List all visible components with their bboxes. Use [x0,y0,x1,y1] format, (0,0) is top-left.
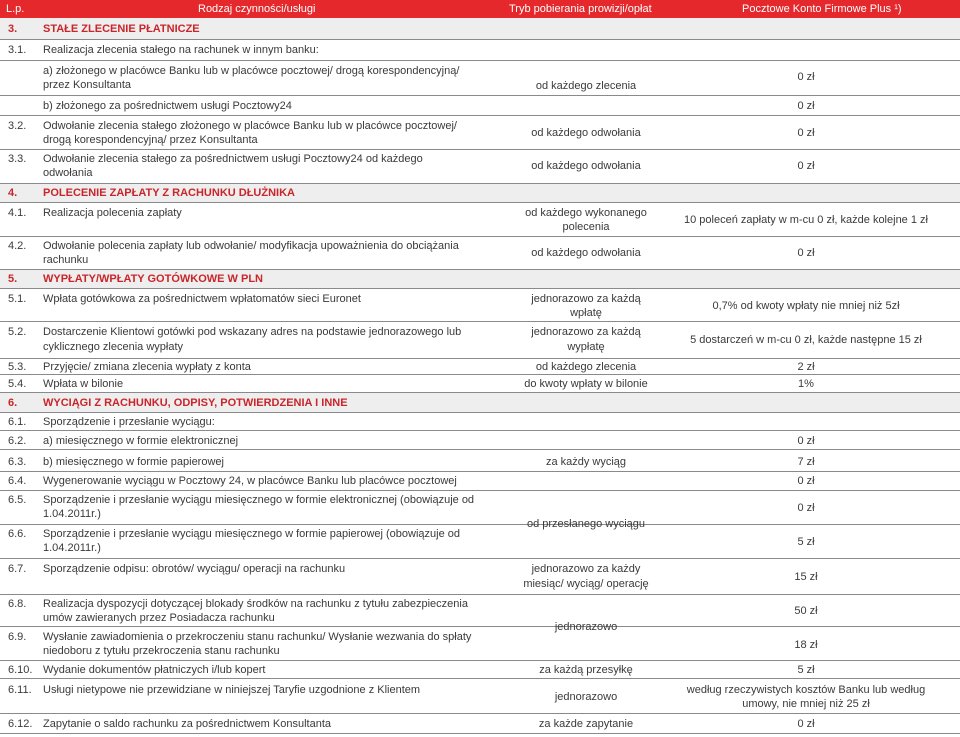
row-description: Wpłata gotówkowa za pośrednictwem wpłatomatów sieci Euronet [43,293,361,305]
section-row-6 [0,393,960,413]
fee-value: 0 zł [797,247,815,259]
row-description-line1: Odwołanie polecenia zapłaty lub odwołanie/ modyfikacja upoważnienia do obciążania [43,240,459,252]
row-description-line1: Sporządzenie i przesłanie wyciągu miesięcznego w formie papierowej (obowiązuje od [43,528,460,540]
row-description: Wygenerowanie wyciągu w Pocztowy 24, w placówce Banku lub placówce pocztowej [43,475,457,487]
table-row-3-3 [0,150,960,184]
row-number: 6.8. [8,598,27,610]
row-description: Przyjęcie/ zmiana zlecenia wypłaty z konta [43,361,251,373]
fee-mode-line1: jednorazowo za każdą [531,326,641,338]
row-number: 6. [8,397,18,409]
fee-value: 5 zł [797,536,815,548]
table-row-4-1 [0,203,960,237]
row-number: 6.12. [8,718,33,730]
table-row-3-1-b [0,96,960,116]
row-number: 5.1. [8,293,27,305]
table-row-5-3 [0,359,960,375]
table-row-6-10 [0,661,960,679]
row-description-line1: Dostarczenie Klientowi gotówki pod wskazany adres na podstawie jednorazowego lub [43,326,462,338]
row-number: 4. [8,187,18,199]
row-number: 6.9. [8,631,27,643]
fee-value-line2: umowy, nie mniej niż 25 zł [742,698,870,710]
row-description: Realizacja polecenia zapłaty [43,207,182,219]
fee-mode: od każdego odwołania [531,127,641,139]
fee-mode-line1: od każdego wykonanego [525,207,647,219]
row-number: 5. [8,273,18,285]
fee-value: 0 zł [797,100,815,112]
row-description: b) miesięcznego w formie papierowej [43,456,224,468]
fee-mode: od każdego zlecenia [535,80,637,92]
fee-mode-line1: jednorazowo za każdy [531,563,641,575]
fee-value: 7 zł [797,456,815,468]
section-row-4 [0,184,960,203]
fee-mode: od każdego zlecenia [535,361,637,373]
header-rodzaj: Rodzaj czynności/usługi [198,3,316,15]
row-number: 6.2. [8,435,27,447]
row-description-line1: a) złożonego w placówce Banku lub w placówce pocztowej/ drogą korespondencyjną/ [43,65,460,77]
section-title: STAŁE ZLECENIE PŁATNICZE [43,23,200,35]
row-number: 6.11. [8,684,32,696]
row-number: 6.7. [8,563,27,575]
section-row-3 [0,18,960,40]
fee-value: 50 zł [794,605,818,617]
header-tryb: Tryb pobierania prowizji/opłat [509,3,652,15]
row-description: a) miesięcznego w formie elektronicznej [43,435,239,447]
row-number: 4.1. [8,207,27,219]
header-konto: Pocztowe Konto Firmowe Plus ¹) [742,3,902,15]
row-description-line2: 1.04.2011r.) [43,508,101,520]
table-row-3-2 [0,116,960,150]
row-description: Zapytanie o saldo rachunku za pośrednictwem Konsultanta [43,718,332,730]
fee-value: 0 zł [797,718,815,730]
row-description-line1: Odwołanie zlecenia stałego za pośrednictwem usługi Pocztowy24 od każdego [43,153,423,165]
row-number: 5.4. [8,378,27,390]
fee-mode-line2: miesiąc/ wyciąg/ operację [523,578,649,590]
fee-mode: za każdy wyciąg [545,456,627,468]
row-description-line2: umów zawieranych przez Posiadacza rachunku [43,612,275,624]
fee-value: 0 zł [797,475,815,487]
fee-value: 5 zł [797,664,815,676]
row-number: 6.10. [8,664,33,676]
row-number: 6.6. [8,528,27,540]
table-row-5-1 [0,289,960,322]
fee-value: 18 zł [794,639,818,651]
fee-mode: od każdego odwołania [531,160,641,172]
table-row-6-1 [0,413,960,431]
row-number: 6.3. [8,456,27,468]
fee-value: 0 zł [797,502,815,514]
row-description-line1: Realizacja dyspozycji dotyczącej blokady środków na rachunku z tytułu zabezpieczenia [43,598,468,610]
table-row-3-1-a [0,61,960,96]
fee-mode: za każde zapytanie [538,718,634,730]
fee-mode-line1: jednorazowo za każdą [531,293,641,305]
section-title: WYCIĄGI Z RACHUNKU, ODPISY, POTWIERDZENIA I INNE [43,397,348,409]
fee-mode-line2: wypłatę [567,341,605,353]
table-row-3-1 [0,40,960,61]
fee-value: 0 zł [797,160,815,172]
row-description-line2: drogą korespondencyjną/ przez Konsultanta [43,134,258,146]
fee-value: 0 zł [797,435,815,447]
fee-mode: jednorazowo [554,691,618,703]
row-description: Sporządzenie i przesłanie wyciągu: [43,416,215,428]
fee-value: 5 dostarczeń w m-cu 0 zł, każde następne 15 zł [690,334,922,346]
table-row-6-8 [0,595,960,627]
row-description-line1: Sporządzenie i przesłanie wyciągu miesięcznego w formie elektronicznej (obowiązuje od [43,494,475,506]
row-number: 4.2. [8,240,27,252]
table-row-6-2 [0,431,960,450]
fee-value: 15 zł [794,571,818,583]
fee-value: 0,7% od kwoty wpłaty nie mniej niż 5zł [712,300,900,312]
fee-mode: od każdego odwołania [531,247,641,259]
table-row-6-4 [0,472,960,491]
row-description-line1: Odwołanie zlecenia stałego złożonego w placówce Banku lub w placówce pocztowej/ [43,120,457,132]
table-row-6-3 [0,450,960,472]
row-description: Wydanie dokumentów płatniczych i/lub kopert [43,664,266,676]
fee-mode-6-8-6-9: jednorazowo [554,621,618,633]
fee-mode-line2: polecenia [562,221,610,233]
row-description: Wpłata w bilonie [43,378,124,390]
table-header [0,0,960,18]
row-number: 6.5. [8,494,27,506]
table-row-6-7 [0,559,960,595]
section-title: POLECENIE ZAPŁATY Z RACHUNKU DŁUŻNIKA [43,187,295,199]
row-number: 3. [8,23,18,35]
row-description-line2: cyklicznego zlecenia wypłaty [43,341,184,353]
row-description: Usługi nietypowe nie przewidziane w niniejszej Taryfie uzgodnione z Klientem [43,684,421,696]
table-row-4-2 [0,237,960,270]
fee-value: 10 poleceń zapłaty w m-cu 0 zł, każde kolejne 1 zł [684,214,928,226]
row-number: 6.1. [8,416,27,428]
section-row-5 [0,270,960,289]
row-description-line2: niedoboru z tytułu przekroczenia stanu rachunku [43,645,280,657]
fee-value: 0 zł [797,71,815,83]
table-row-6-12 [0,714,960,734]
fee-value: 2 zł [797,361,815,373]
table-row-6-6 [0,525,960,559]
row-description: Realizacja zlecenia stałego na rachunek w innym banku: [43,44,319,56]
row-description-line2: przez Konsultanta [43,79,132,91]
table-row-6-9 [0,627,960,661]
fee-value-line1: według rzeczywistych kosztów Banku lub według [686,684,926,696]
table-row-6-11 [0,679,960,714]
fee-mode: za każdą przesyłkę [539,664,633,676]
row-description: Sporządzenie odpisu: obrotów/ wyciągu/ operacji na rachunku [43,563,346,575]
row-description-line2: 1.04.2011r.) [43,542,101,554]
table-row-5-4 [0,375,960,393]
row-number: 6.4. [8,475,27,487]
table-row-5-2 [0,322,960,359]
row-description-line2: rachunku [43,254,89,266]
row-description-line2: odwołania [43,167,93,179]
fee-value: 1% [798,378,814,390]
row-description-line1: Wysłanie zawiadomienia o przekroczeniu stanu rachunku/ Wysłanie wezwania do spłaty [43,631,472,643]
row-number: 3.2. [8,120,27,132]
row-number: 3.3. [8,153,27,165]
row-description: b) złożonego za pośrednictwem usługi Pocztowy24 [43,100,292,112]
row-number: 5.2. [8,326,27,338]
fee-mode-line2: wpłatę [570,307,602,319]
fee-mode: do kwoty wpłaty w bilonie [524,378,648,390]
fee-mode-6-5-6-6: od przesłanego wyciągu [526,518,646,530]
row-number: 3.1. [8,44,27,56]
fee-value: 0 zł [797,127,815,139]
header-lp: L.p. [6,3,25,15]
table-row-6-5 [0,491,960,525]
row-number: 5.3. [8,361,27,373]
section-title: WYPŁATY/WPŁATY GOTÓWKOWE W PLN [43,273,263,285]
